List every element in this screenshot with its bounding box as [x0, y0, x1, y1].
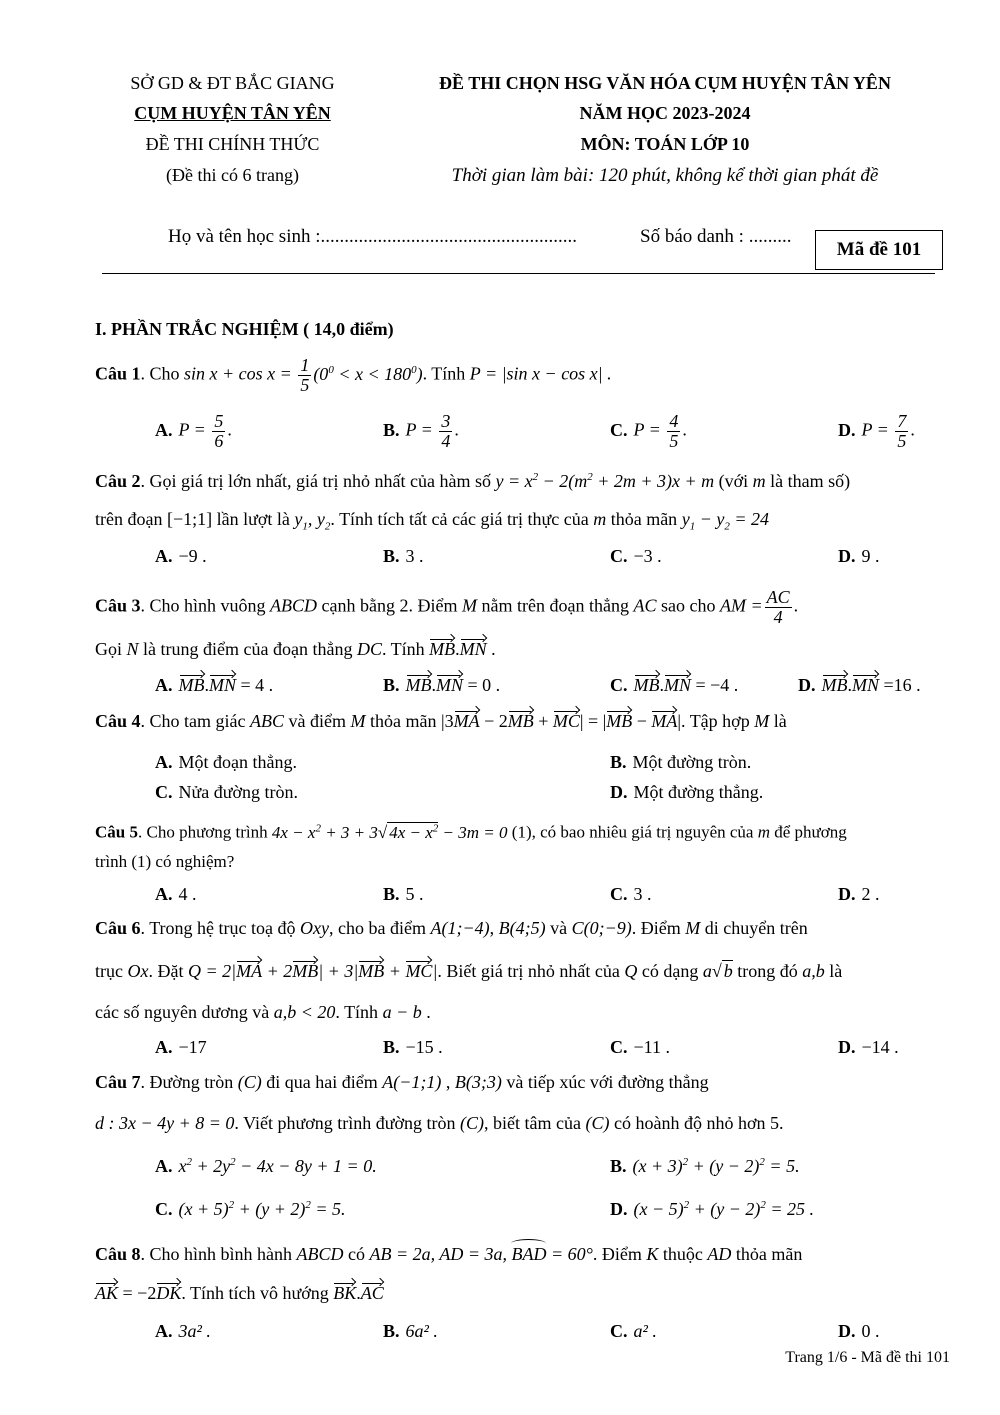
q7-option-b[interactable]: B. $(x + 3)^2 + (y - 2)^2 = 5$.	[610, 1156, 800, 1176]
q5-option-c[interactable]: C. 3 .	[610, 884, 652, 904]
q4-option-c[interactable]: C. Nửa đường tròn.	[155, 782, 299, 802]
question-7-line2: d : 3x − 4y + 8 = 0. Viết phương trình đường tròn (C), biết tâm của (C) có hoành độ nhỏ hơn 5.	[95, 1113, 784, 1133]
q8-option-a[interactable]: A. 3a² .	[155, 1321, 211, 1341]
q5-option-b[interactable]: B. 5 .	[383, 884, 424, 904]
q1-formula: sin x + cos x =	[184, 363, 292, 384]
official-label: ĐỀ THI CHÍNH THỨC	[145, 134, 320, 154]
q3-option-a[interactable]: A. MB.MN = 4 .	[155, 674, 273, 697]
question-3: Câu 3. Cho hình vuông ABCD cạnh bằng 2. Điểm M nằm trên đoạn thẳng AC sao cho AM = $\frac{AC}{4}$ .	[95, 587, 799, 627]
q1-frac: $\frac{1}{5}$	[300, 355, 310, 395]
q4-option-b[interactable]: B. Một đường tròn.	[610, 752, 752, 772]
q6-option-b[interactable]: B. −15 .	[383, 1037, 443, 1057]
q8-option-c[interactable]: C. a² .	[610, 1321, 657, 1341]
q2-option-c[interactable]: C. −3 .	[610, 546, 662, 566]
q3-option-b[interactable]: B. MB.MN = 0 .	[383, 674, 500, 697]
cluster-name: CỤM HUYỆN TÂN YÊN	[134, 103, 331, 123]
question-1	[95, 356, 612, 395]
question-6: Câu 6. Trong hệ trục toạ độ Oxy, cho ba điểm A(1;−4), B(4;5) và C(0;−9). Điểm M di chuyển trên	[95, 918, 808, 938]
exam-title: ĐỀ THI CHỌN HSG VĂN HÓA CỤM HUYỆN TÂN YÊN	[439, 73, 891, 93]
time-note: Thời gian làm bài: 120 phút, không kể thời gian phát đề	[451, 165, 879, 186]
q5-option-d[interactable]: D. 2 .	[838, 884, 880, 904]
question-2-line2: trên đoạn [−1;1] lần lượt là $y_1$, $y_2$. Tính tích tất cả các giá trị thực của m thỏa mãn $y_1 - y_2 = 24$	[95, 509, 769, 533]
page-footer: Trang 1/6 - Mã đề thi 101	[785, 1349, 950, 1366]
school-dept: SỞ GD & ĐT BẮC GIANG	[130, 73, 335, 93]
q4-option-d[interactable]: D. Một đường thẳng.	[610, 782, 764, 802]
section-title: I. PHẦN TRẮC NGHIỆM ( 14,0 điểm)	[95, 319, 394, 339]
school-year: NĂM HỌC 2023-2024	[579, 103, 751, 123]
q1-target: P = |sin x − cos x| .	[469, 363, 612, 384]
q4-option-a[interactable]: A. Một đoạn thẳng.	[155, 752, 297, 772]
q5-option-a[interactable]: A. 4 .	[155, 884, 197, 904]
q2-option-a[interactable]: A. −9 .	[155, 546, 207, 566]
question-8-line2: AK = −2DK. Tính tích vô hướng BK.AC	[95, 1282, 384, 1305]
q3-option-d[interactable]: D. MB.MN =16 .	[798, 674, 921, 697]
question-8: Câu 8. Cho hình bình hành ABCD có AB = 2a, AD = 3a, BAD = 60°. Điểm K thuộc AD thỏa mãn	[95, 1243, 802, 1266]
q1-option-a[interactable]: A. P = $\frac{5}{6}$ .	[155, 411, 232, 451]
q6-option-d[interactable]: D. −14 .	[838, 1037, 899, 1057]
q8-option-d[interactable]: D. 0 .	[838, 1321, 880, 1341]
q7-option-d[interactable]: D. $(x - 5)^2 + (y - 2)^2 = 25$ .	[610, 1199, 815, 1219]
question-6-line2: trục Ox. Đặt Q = 2|MA + 2MB| + 3|MB + MC|. Biết giá trị nhỏ nhất của Q có dạng a√ b trong đó a,b là	[95, 960, 842, 983]
q2-option-d[interactable]: D. 9 .	[838, 546, 880, 566]
question-5-line2: trình (1) có nghiệm?	[95, 852, 235, 871]
question-3-line2: Gọi N là trung điểm của đoạn thẳng DC. Tính MB.MN .	[95, 638, 496, 661]
q7-option-a[interactable]: A. $x^2 + 2y^2 - 4x - 8y + 1 = 0$.	[155, 1156, 377, 1176]
question-5: Câu 5. Cho phương trình $4x - x^2 + 3 + 3√$ $4x - x^2 - 3m = 0$ (1), có bao nhiêu giá trị nguyên của m để phương	[95, 822, 847, 842]
q2-option-b[interactable]: B. 3 .	[383, 546, 424, 566]
page-count: (Đề thi có 6 trang)	[166, 165, 299, 185]
q1-text-b: . Tính	[422, 363, 470, 384]
student-id-field: Số báo danh : .........	[640, 226, 792, 247]
question-2: Câu 2. Gọi giá trị lớn nhất, giá trị nhỏ nhất của hàm số $y = x^2 - 2(m^2 + 2m + 3)x + m$ (với m là tham số)	[95, 471, 851, 491]
q7-option-c[interactable]: C. $(x + 5)^2 + (y + 2)^2 = 5$.	[155, 1199, 346, 1219]
q1-option-b[interactable]: B. P = $\frac{3}{4}$ .	[383, 411, 459, 451]
q1-option-d[interactable]: D. P = $\frac{7}{5}$ .	[838, 411, 915, 451]
question-4: Câu 4. Cho tam giác ABC và điểm M thỏa mãn |3MA − 2MB + MC| = |MB − MA|. Tập hợp M là	[95, 710, 787, 733]
student-name-field: Họ và tên học sinh :......................................................	[168, 226, 578, 247]
question-7: Câu 7. Đường tròn (C) đi qua hai điểm A(−1;1) , B(3;3) và tiếp xúc với đường thẳng	[95, 1072, 709, 1092]
subject: MÔN: TOÁN LỚP 10	[580, 134, 750, 154]
q1-option-c[interactable]: C. P = $\frac{4}{5}$ .	[610, 411, 687, 451]
q6-option-c[interactable]: C. −11 .	[610, 1037, 670, 1057]
q1-text: . Cho	[140, 363, 185, 384]
header-divider	[102, 273, 935, 274]
q8-option-b[interactable]: B. 6a² .	[383, 1321, 438, 1341]
q1-range: $(0^0 < x < 180^0)$	[313, 363, 423, 384]
question-6-line3: các số nguyên dương và a,b < 20. Tính a − b .	[95, 1002, 431, 1022]
q3-option-c[interactable]: C. MB.MN = −4 .	[610, 674, 738, 697]
q6-option-a[interactable]: A. −17	[155, 1037, 207, 1057]
exam-code-box: Mã đề 101	[815, 230, 943, 270]
q1-label: Câu 1	[95, 363, 141, 384]
